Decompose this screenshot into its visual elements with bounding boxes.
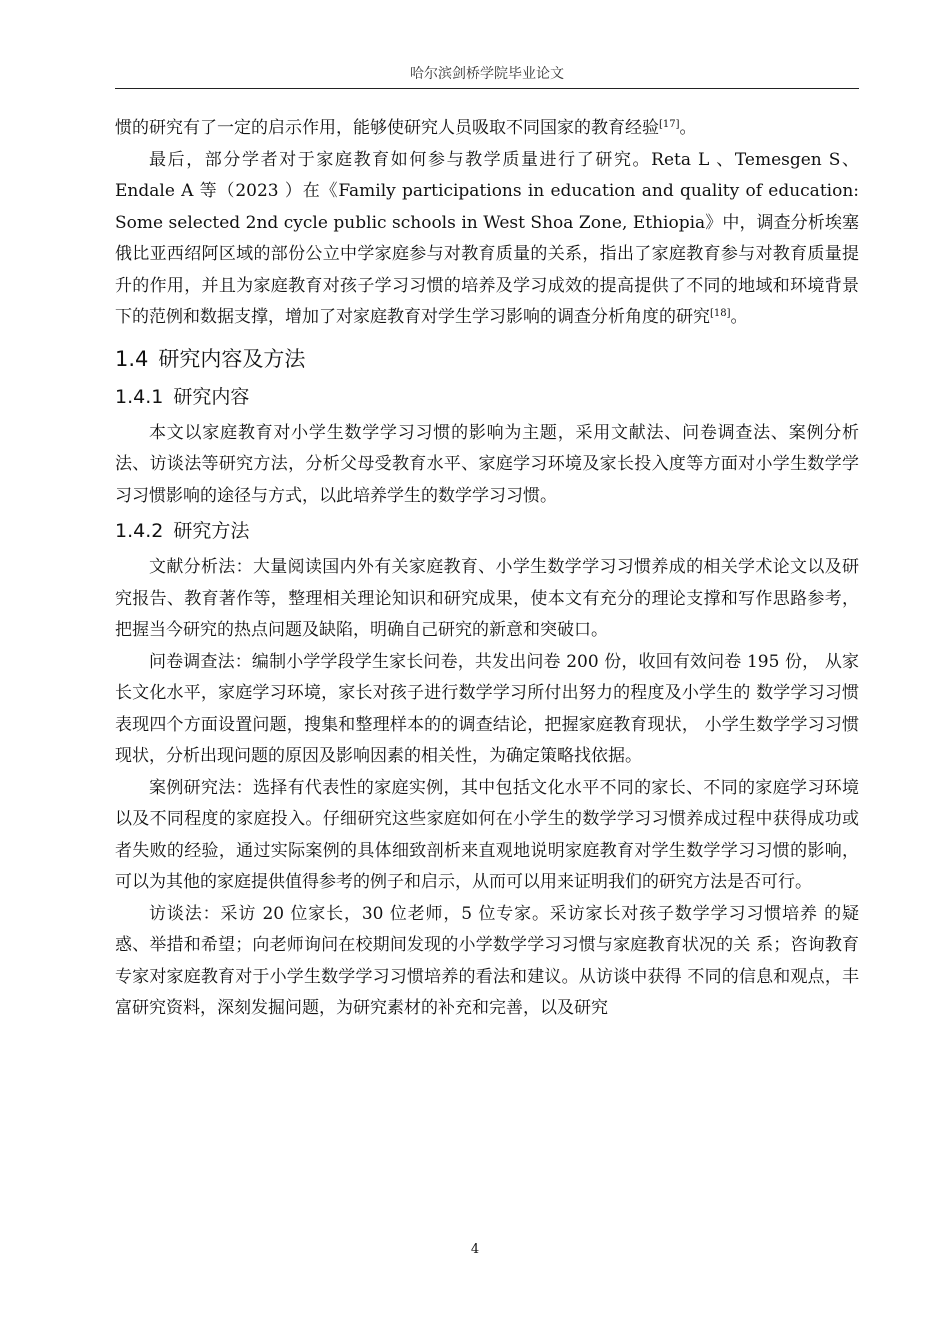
section-heading-1-4-2: 1.4.2 研究方法 bbox=[115, 520, 250, 542]
paragraph-research-content: 本文以家庭教育对小学生数学学习习惯的影响为主题，采用文献法、问卷调查法、案例分析法、访谈法等研究方法，分析父母受教育水平、家庭学习环境及家长投入度等方面对小学生数学学习习惯影响的途径与方式，以此培养学生的数学学习习惯。 bbox=[115, 422, 859, 506]
paragraph-interview-method: 访谈法：采访 20 位家长，30 位老师，5 位专家。采访家长对孩子数学学习习惯培养 的疑惑、举措和希望；向老师询问在校期间发现的小学数学学习习惯与家庭教育状况的关 系；咨询教育专家对家庭教育对于小学生数学学习习惯培养的看法和建议。从访谈中获得 不同的信息和观点，丰富研究资料，深刻发掘问题，为研究素材的补充和完善，以及研究 bbox=[115, 903, 859, 1018]
citation-18[interactable]: [18] bbox=[710, 308, 731, 319]
header-title: 哈尔滨剑桥学院毕业论文 bbox=[410, 66, 564, 82]
page-number: 4 bbox=[470, 1242, 480, 1257]
page-header bbox=[115, 60, 859, 89]
paragraph-continuation: 惯的研究有了一定的启示作用，能够使研究人员吸取不同国家的教育经验[17]。 bbox=[115, 118, 697, 138]
section-heading-1-4-1: 1.4.1 研究内容 bbox=[115, 385, 250, 408]
paragraph-case-study-method: 案例研究法：选择有代表性的家庭实例，其中包括文化水平不同的家长、不同的家庭学习环境以及不同程度的家庭投入。仔细研究这些家庭如何在小学生的数学学习习惯养成过程中获得成功或者失败的经验，通过实际案例的具体细致剖析来直观地说明家庭教育对学生数学学习习惯的影响，可以为其他的家庭提供值得参考的例子和启示，从而可以用来证明我们的研究方法是否可行。 bbox=[115, 777, 859, 892]
page-body bbox=[115, 113, 859, 1025]
paragraph-reta-study: 最后，部分学者对于家庭教育如何参与教学质量进行了研究。Reta L 、Temesgen S、Endale A 等（2023 ）在《Family participations in education and quality of education: Some selected 2nd cycle public schools in West Shoa Zone, Ethiopia》中，调查分析埃塞俄比亚西绍阿区域的部份公立中学家庭参与对教育质量的关系，指出了家庭教育参与对教育质量提升的作用，并且为家庭教育对孩子学习习惯的培养及学习成效的提高提供了不同的地域和环境背景下的范例和数据支撑，增加了对家庭教育对学生学习影响的调查分析角度的研究[18]。 bbox=[115, 149, 859, 327]
citation-17[interactable]: [17] bbox=[659, 119, 680, 130]
section-heading-1-4: 1.4 研究内容及方法 bbox=[115, 346, 306, 371]
paragraph-questionnaire-method: 问卷调查法：编制小学学段学生家长问卷，共发出问卷 200 份，收回有效问卷 195 份， 从家长文化水平，家庭学习环境，家长对孩子进行数学学习所付出努力的程度及小学生的 数学学习习惯表现四个方面设置问题，搜集和整理样本的的调查结论，把握家庭教育现状， 小学生数学学习习惯现状，分析出现问题的原因及影响因素的相关性，为确定策略找依据。 bbox=[115, 651, 859, 766]
paragraph-literature-method: 文献分析法：大量阅读国内外有关家庭教育、小学生数学学习习惯养成的相关学术论文以及研究报告、教育著作等，整理相关理论知识和研究成果，使本文有充分的理论支撑和写作思路参考，把握当今研究的热点问题及缺陷，明确自己研究的新意和突破口。 bbox=[115, 557, 859, 640]
